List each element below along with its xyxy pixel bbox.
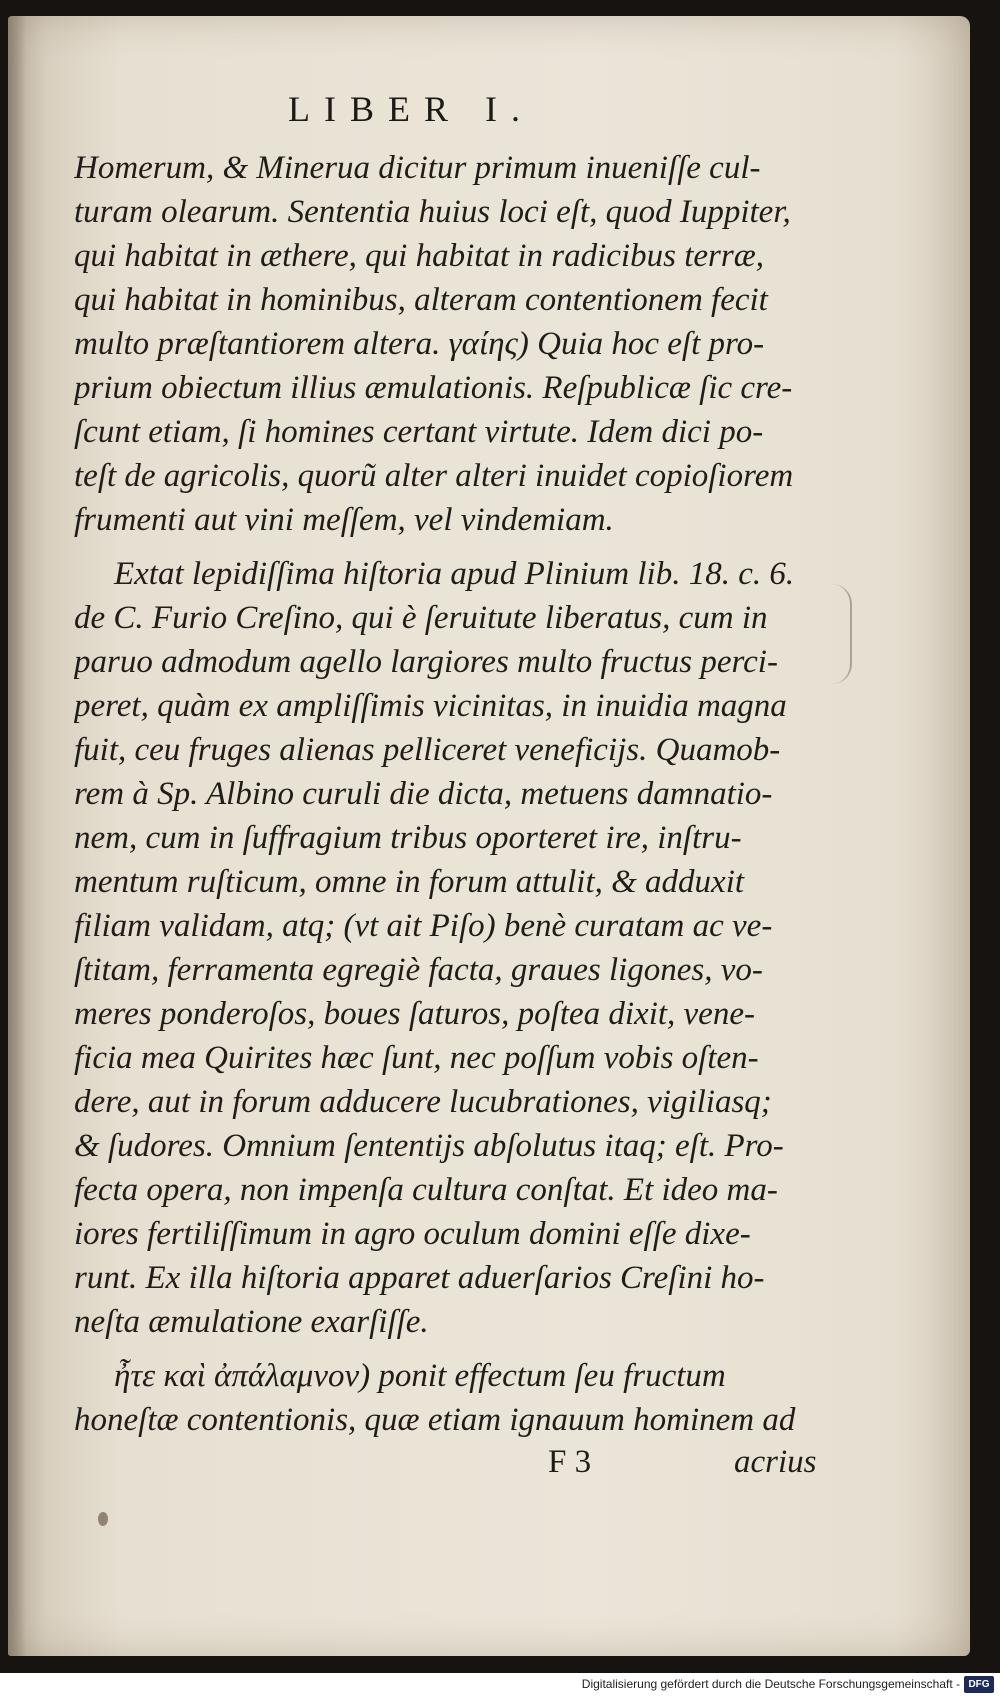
ink-stain bbox=[98, 1512, 108, 1526]
running-head: LIBER I. bbox=[288, 89, 534, 129]
paragraph-3 bbox=[74, 1354, 844, 1442]
text-line: frumenti aut vini meſſem, vel vindemiam. bbox=[74, 502, 614, 538]
dfg-logo-icon[interactable]: DFG bbox=[964, 1676, 994, 1693]
text-line: multo præſtantiorem altera. γαίης) Quia hoc eſt pro- bbox=[74, 326, 765, 362]
catchword: acrius bbox=[734, 1444, 817, 1480]
text-line: fecta opera, non impenſa cultura conſtat. Et ideo ma- bbox=[74, 1172, 778, 1208]
text-line: mentum ruſticum, omne in forum attulit, & adduxit bbox=[74, 864, 745, 900]
text-line: runt. Ex illa hiſtoria apparet aduerſarios Creſini ho- bbox=[74, 1260, 765, 1296]
text-line: qui habitat in hominibus, alteram contentionem fecit bbox=[74, 282, 768, 318]
text-line: nem, cum in ſuffragium tribus oporteret ire, inſtru- bbox=[74, 820, 742, 856]
text-line: Extat lepidiſſima hiſtoria apud Plinium lib. 18. c. 6. bbox=[114, 556, 795, 592]
text-line: filiam validam, atq; (vt ait Piſo) benè curatam ac ve- bbox=[74, 908, 773, 944]
text-line: ſtitam, ferramenta egregiè facta, graues ligones, vo- bbox=[74, 952, 763, 988]
book-page bbox=[8, 16, 970, 1656]
text-line: turam olearum. Sententia huius loci eſt, quod Iuppiter, bbox=[74, 194, 791, 230]
signature-mark: F 3 bbox=[548, 1444, 592, 1480]
text-line: rem à Sp. Albino curuli die dicta, metuens damnatio- bbox=[74, 776, 773, 812]
text-line: de C. Furio Creſino, qui è ſeruitute liberatus, cum in bbox=[74, 600, 768, 636]
funding-credit: Digitalisierung gefördert durch die Deutsche Forschungsgemeinschaft - bbox=[581, 1677, 960, 1691]
text-line: dere, aut in forum adducere lucubrationes, vigiliasq; bbox=[74, 1084, 772, 1120]
spine-edge bbox=[8, 16, 26, 1656]
text-line: meres ponderoſos, boues ſaturos, poſtea dixit, vene- bbox=[74, 996, 755, 1032]
text-line: peret, quàm ex ampliſſimis vicinitas, in inuidia magna bbox=[74, 688, 787, 724]
paragraph-1 bbox=[74, 146, 844, 542]
text-line: prium obiectum illius æmulationis. Reſpublicæ ſic cre- bbox=[74, 370, 793, 406]
text-block bbox=[74, 146, 844, 1452]
text-line: qui habitat in æthere, qui habitat in radicibus terræ, bbox=[74, 238, 764, 274]
margin-bracket-mark bbox=[826, 584, 852, 684]
text-line: paruo admodum agello largiores multo fructus perci- bbox=[74, 644, 778, 680]
text-line: ficia mea Quirites hæc ſunt, nec poſſum vobis oſten- bbox=[74, 1040, 759, 1076]
text-line: Homerum, & Minerua dicitur primum inueniſſe cul- bbox=[74, 150, 761, 186]
text-line: honeſtæ contentionis, quæ etiam ignauum hominem ad bbox=[74, 1402, 796, 1438]
digitization-footer bbox=[0, 1673, 1000, 1697]
page-foot bbox=[74, 1444, 844, 1488]
text-line: fuit, ceu fruges alienas pelliceret veneficijs. Quamob- bbox=[74, 732, 781, 768]
text-line: iores fertiliſſimum in agro oculum domini eſſe dixe- bbox=[74, 1216, 751, 1252]
paragraph-2 bbox=[74, 552, 844, 1344]
text-line: ſcunt etiam, ſi homines certant virtute. Idem dici po- bbox=[74, 414, 764, 450]
text-line: teſt de agricolis, quorũ alter alteri inuidet copioſiorem bbox=[74, 458, 794, 494]
text-line: neſta æmulatione exarſiſſe. bbox=[74, 1304, 429, 1340]
text-line: & ſudores. Omnium ſententijs abſolutus itaq; eſt. Pro- bbox=[74, 1128, 784, 1164]
text-line: ἦτε καὶ ἀπάλαμνον) ponit effectum ſeu fructum bbox=[114, 1358, 726, 1394]
